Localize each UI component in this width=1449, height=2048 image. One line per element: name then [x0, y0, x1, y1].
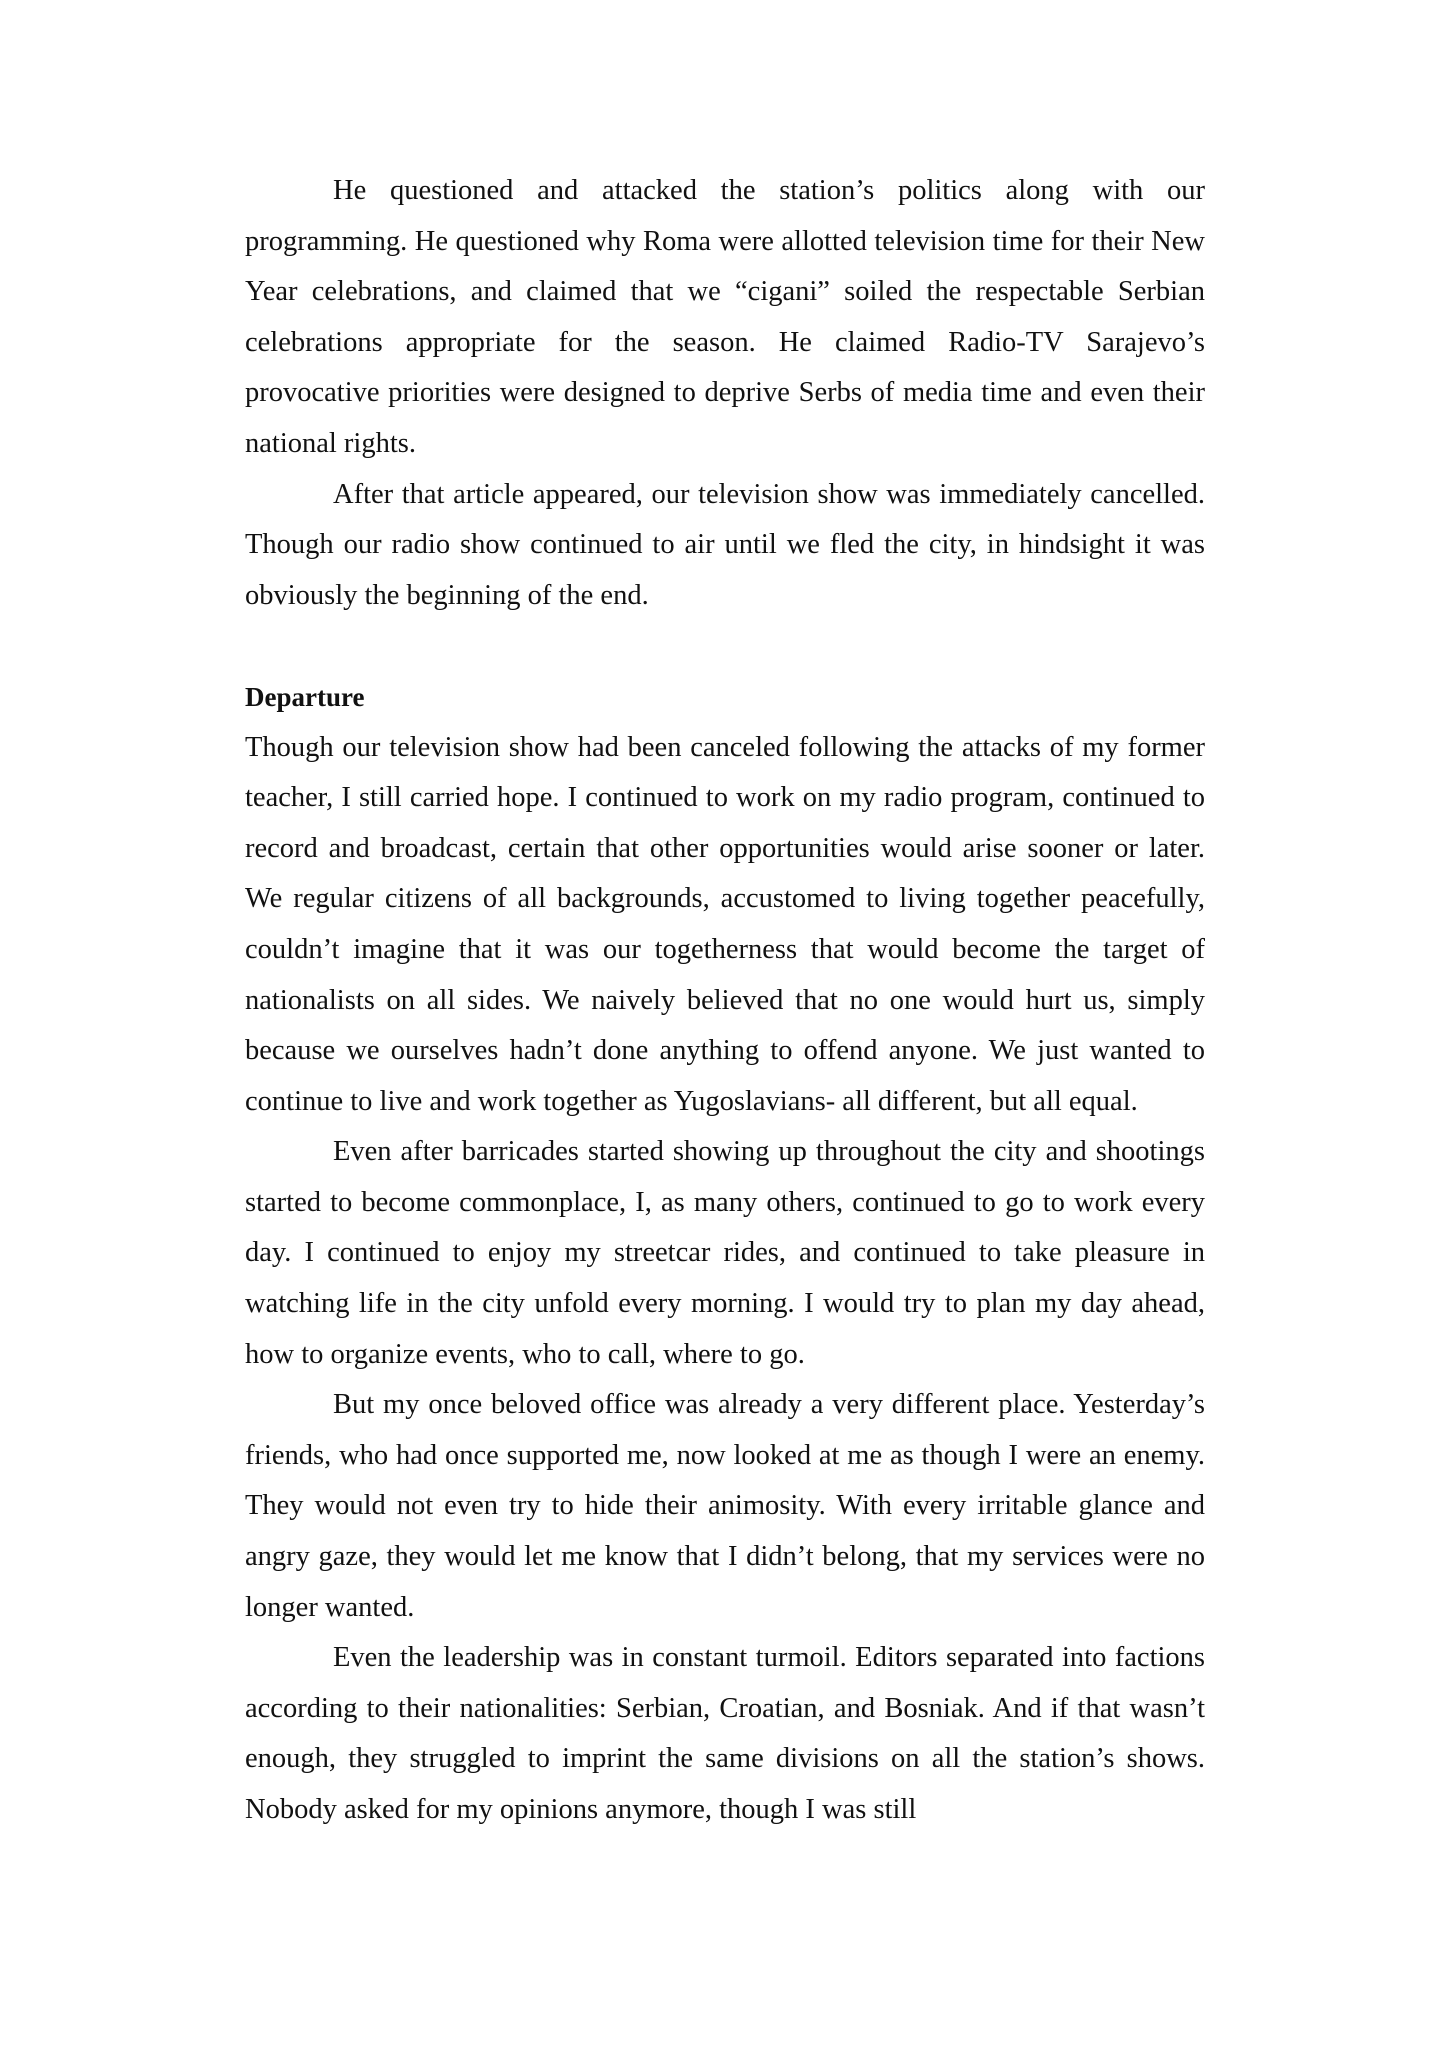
section-spacer — [245, 621, 1205, 672]
paragraph-2: After that article appeared, our television show was immediately cancelled. Though our radio show continued to air until we fled the city, in hindsight it was obviously the beginning of the end. — [245, 478, 1205, 611]
paragraph-3: Though our television show had been canceled following the attacks of my former teacher, I still carried hope. I continued to work on my radio program, continued to record and broadcast, certain that other opportunities would arise sooner or later. We regular citizens of all backgrounds, accustomed to living together peacefully, couldn’t imagine that it was our togetherness that would become the target of nationalists on all sides. We naively believed that no one would hurt us, simply because we ourselves hadn’t done anything to offend anyone. We just wanted to continue to live and work together as Yugoslavians- all different, but all equal. — [245, 731, 1205, 1117]
paragraph-4: Even after barricades started showing up throughout the city and shootings started to become commonplace, I, as many others, continued to go to work every day. I continued to enjoy my streetcar rides, and continued to take pleasure in watching life in the city unfold every morning. I would try to plan my day ahead, how to organize events, who to call, where to go. — [245, 1136, 1205, 1370]
section-heading: Departure — [245, 681, 365, 712]
paragraph-5: But my once beloved office was already a very different place. Yesterday’s friends, who had once supported me, now looked at me as though I were an enemy. They would not even try to hide their animosity. With every irritable glance and angry gaze, they would let me know that I didn’t belong, that my services were no longer wanted. — [245, 1389, 1205, 1623]
body-text — [245, 166, 1205, 1836]
paragraph-6: Even the leadership was in constant turmoil. Editors separated into factions according to their nationalities: Serbian, Croatian, and Bosniak. And if that wasn’t enough, they struggled to imprint the same divisions on all the station’s shows. Nobody asked for my opinions anymore, though I was still — [245, 1642, 1205, 1825]
paragraph-1: He questioned and attacked the station’s politics along with our programming. He questioned why Roma were allotted television time for their New Year celebrations, and claimed that we “cigani” soiled the respectable Serbian celebrations appropriate for the season. He claimed Radio-TV Sarajevo’s provocative priorities were designed to deprive Serbs of media time and even their national rights. — [245, 175, 1205, 459]
